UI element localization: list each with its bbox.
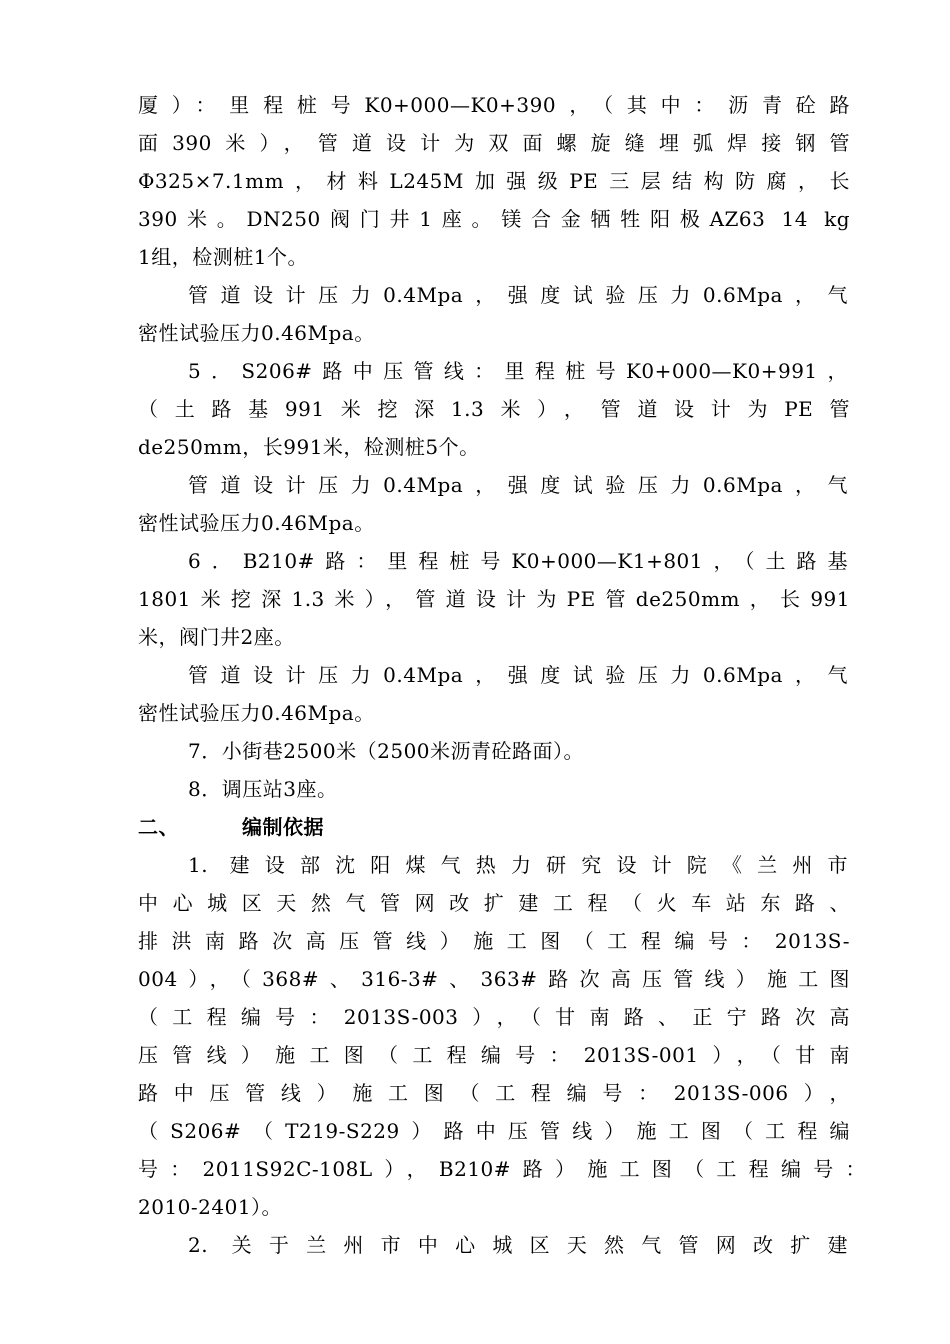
text-line: 390米。DN250阀门井1座。镁合金牺牲阳极AZ63 14 kg [138, 207, 850, 231]
section-title: 编制依据 [242, 815, 324, 839]
text-line: （S206#（T219-S229）路中压管线）施工图（工程编 [138, 1119, 850, 1143]
text-line: 排洪南路次高压管线）施工图（工程编号：2013S- [138, 929, 850, 953]
text-line: 密性试验压力0.46Mpa。 [138, 511, 375, 535]
text-line: 1. 建设部沈阳煤气热力研究设计院《兰州市 [188, 853, 848, 877]
text-line: （土路基991米挖深1.3米），管道设计为PE管 [138, 397, 850, 421]
text-line: 面390米），管道设计为双面螺旋缝埋弧焊接钢管 [138, 131, 850, 155]
text-line: 厦）：里程桩号K0+000—K0+390，（其中：沥青砼路 [138, 93, 850, 117]
text-line: 6．B210#路：里程桩号K0+000—K1+801，（土路基 [188, 549, 848, 573]
text-line: de250mm，长991米，检测桩5个。 [138, 435, 480, 459]
text-line: 管道设计压力0.4Mpa，强度试验压力0.6Mpa，气 [188, 473, 848, 497]
text-line: Φ325×7.1mm，材料L245M加强级PE三层结构防腐，长 [138, 169, 850, 193]
section-number: 二、 [138, 815, 179, 839]
text-line: 5．S206#路中压管线：里程桩号K0+000—K0+991， [188, 359, 848, 383]
text-line: 8．调压站3座。 [188, 777, 338, 801]
text-line: （工程编号：2013S-003），（甘南路、正宁路次高 [138, 1005, 850, 1029]
section-heading [0, 808, 950, 846]
text-line: 1组，检测桩1个。 [138, 245, 308, 269]
text-line: 7．小街巷2500米（2500米沥青砼路面）。 [188, 739, 585, 763]
text-line: 管道设计压力0.4Mpa，强度试验压力0.6Mpa，气 [188, 663, 848, 687]
text-line: 号：2011S92C-108L），B210#路）施工图（工程编号： [138, 1157, 866, 1181]
text-line: 004），（368#、316-3#、363#路次高压管线）施工图 [138, 967, 850, 991]
text-line: 密性试验压力0.46Mpa。 [138, 321, 375, 345]
text-line: 密性试验压力0.46Mpa。 [138, 701, 375, 725]
text-line: 压管线）施工图（工程编号：2013S-001），（甘南 [138, 1043, 850, 1067]
text-line: 中心城区天然气管网改扩建工程（火车站东路、 [138, 891, 850, 915]
text-line: 1801米挖深1.3米），管道设计为PE管de250mm，长991 [138, 587, 850, 611]
text-line: 2010-2401）。 [138, 1195, 283, 1219]
text-line: 路中压管线）施工图（工程编号：2013S-006）， [138, 1081, 850, 1105]
text-line: 2. 关于兰州市中心城区天然气管网改扩建 [188, 1233, 848, 1257]
text-line: 米，阀门井2座。 [138, 625, 295, 649]
text-line: 管道设计压力0.4Mpa，强度试验压力0.6Mpa，气 [188, 283, 848, 307]
